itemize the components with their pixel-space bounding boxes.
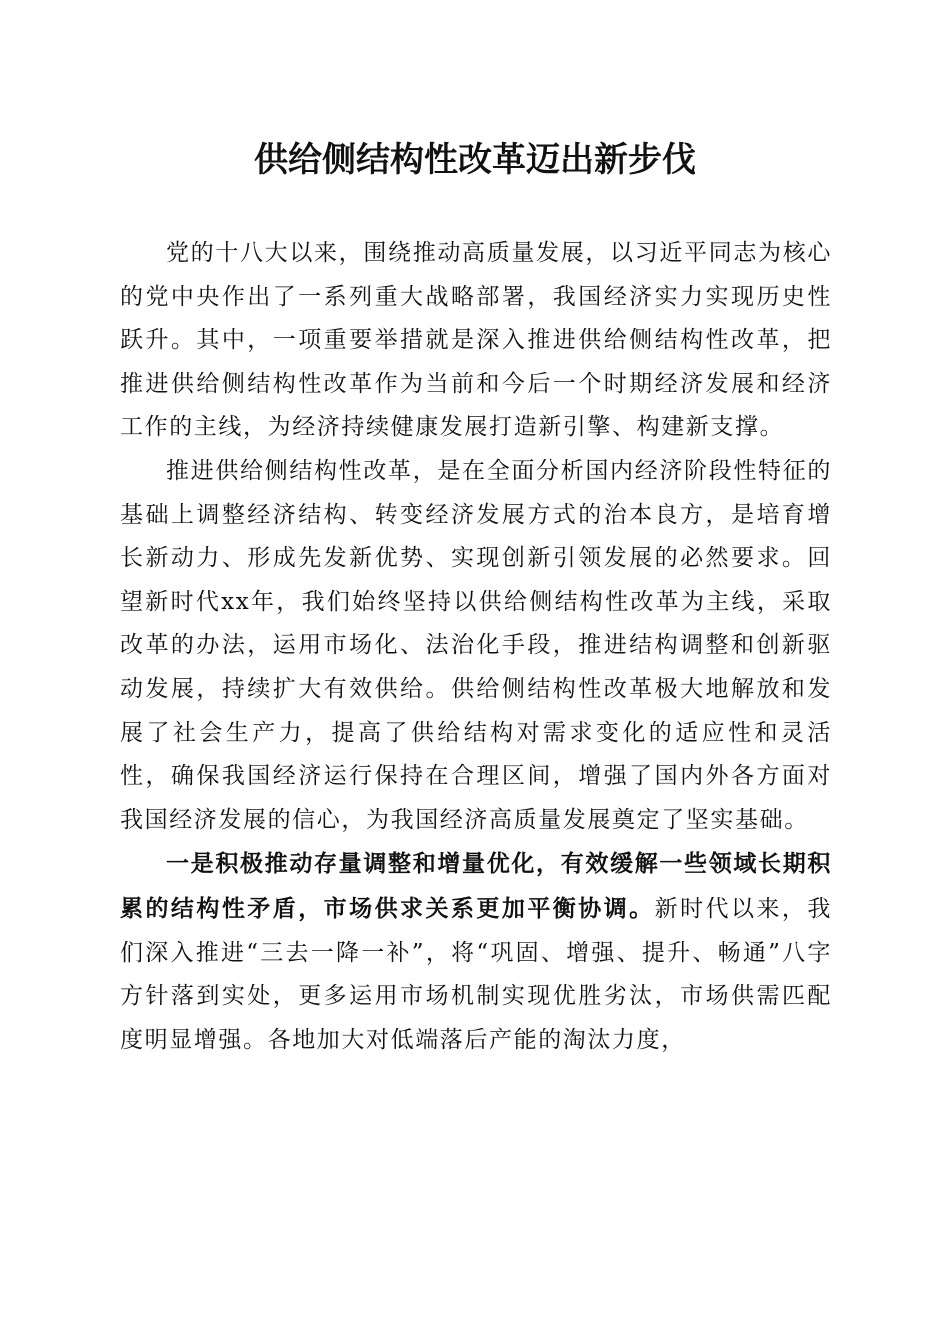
paragraph-3-lead: 一是积极推动存量调整和增量优化，有效缓解一些领域长期积累的结构性矛盾，市场供求关系更加平衡协调。 (120, 850, 832, 922)
document-body (120, 232, 832, 1062)
paragraph-1 (120, 232, 832, 450)
paragraph-3 (120, 842, 832, 1062)
paragraph-1-text: 党的十八大以来，围绕推动高质量发展，以习近平同志为核心的党中央作出了一系列重大战略部署，我国经济实力实现历史性跃升。其中，一项重要举措就是深入推进供给侧结构性改革，把推进供给侧结构性改革作为当前和今后一个时期经济发展和经济工作的主线，为经济持续健康发展打造新引擎、构建新支撑。 (120, 240, 832, 441)
document-title: 供给侧结构性改革迈出新步伐 (254, 140, 696, 180)
paragraph-2-text: 推进供给侧结构性改革，是在全面分析国内经济阶段性特征的基础上调整经济结构、转变经济发展方式的治本良方，是培育增长新动力、形成先发新优势、实现创新引领发展的必然要求。回望新时代xx年，我们始终坚持以供给侧结构性改革为主线，采取改革的办法，运用市场化、法治化手段，推进结构调整和创新驱动发展，持续扩大有效供给。供给侧结构性改革极大地解放和发展了社会生产力，提高了供给结构对需求变化的适应性和灵活性，确保我国经济运行保持在合理区间，增强了国内外各方面对我国经济发展的信心，为我国经济高质量发展奠定了坚实基础。 (120, 457, 832, 833)
paragraph-3-text: 新时代以来，我们深入推进“三去一降一补”，将“巩固、增强、提升、畅通”八字方针落到实处，更多运用市场机制实现优胜劣汰，市场供需匹配度明显增强。各地加大对低端落后产能的淘汰力度， (120, 895, 832, 1053)
paragraph-2 (120, 450, 832, 842)
